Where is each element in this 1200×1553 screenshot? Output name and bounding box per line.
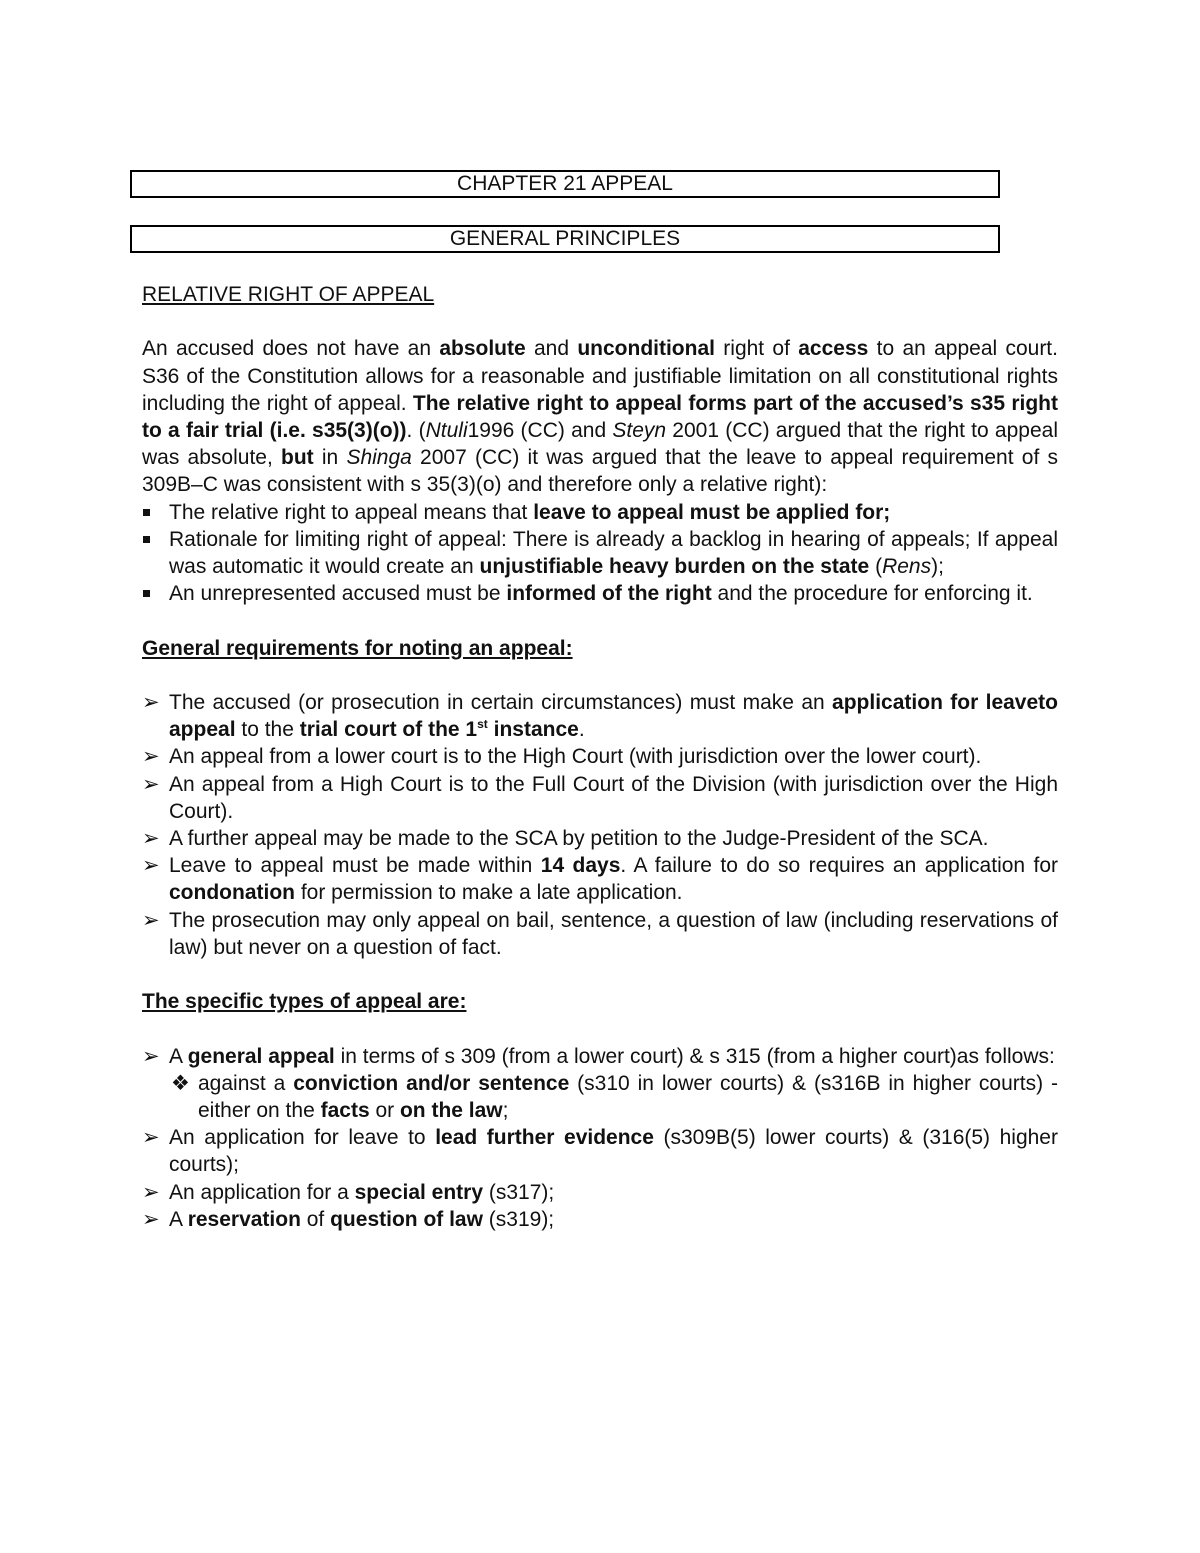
relative-right-paragraph: An accused does not have an absolute and unconditional right of access to an appeal court. S36 of the Constitution allows for a reasonable and justifiable limitation on all constitutional rights including the right of appeal. The relative right to appeal forms part of the accused’s s35 right to a fair trial (i.e. s35(3)(o)). (Ntuli1996 (CC) and Steyn 2001 (CC) argued that the right to appeal was absolute, but in Shinga 2007 (CC) it was argued that the leave to appeal requirement of s 309B–C was consistent with s 35(3)(o) and therefore only a relative right):: [142, 337, 1058, 497]
chapter-title: CHAPTER 21 APPEAL: [457, 172, 673, 195]
list-item: ➢ An application for leave to lead further evidence (s309B(5) lower courts) & (316(5) higher courts);: [142, 1126, 1058, 1177]
list-item: ➢ A general appeal in terms of s 309 (from a lower court) & s 315 (from a higher court)as follows:: [142, 1043, 1058, 1070]
list-item: ➢ The accused (or prosecution in certain circumstances) must make an application for leaveto appeal to the trial court of the 1st instance.: [142, 691, 1058, 742]
arrow-bullet-icon: ➢: [142, 908, 160, 932]
list-item: The relative right to appeal means that leave to appeal must be applied for;: [142, 499, 1058, 526]
square-bullet-icon: [143, 536, 150, 543]
list-item: ➢ Leave to appeal must be made within 14 days. A failure to do so requires an application for condonation for permission to make a late application.: [142, 854, 1059, 905]
section-title-box: [130, 225, 1000, 253]
diamond-bullet-icon: ❖: [171, 1071, 190, 1095]
specific-types-list: [142, 1043, 1058, 1233]
relative-right-heading: RELATIVE RIGHT OF APPEAL: [142, 283, 435, 306]
arrow-bullet-icon: ➢: [142, 1044, 160, 1068]
list-item: ➢ A further appeal may be made to the SCA by petition to the Judge-President of the SCA.: [142, 825, 1058, 852]
list-item: Rationale for limiting right of appeal: There is already a backlog in hearing of appeals; If appeal was automatic it would create an unjustifiable heavy burden on the state (Rens);: [142, 526, 1058, 580]
arrow-bullet-icon: ➢: [142, 745, 160, 769]
list-item: ➢ An appeal from a lower court is to the High Court (with jurisdiction over the lower court).: [142, 743, 1058, 770]
list-item: An unrepresented accused must be informed of the right and the procedure for enforcing it.: [142, 580, 1058, 607]
arrow-bullet-icon: ➢: [142, 854, 160, 878]
specific-types-heading: The specific types of appeal are:: [142, 990, 467, 1014]
square-bullet-icon: [143, 509, 150, 516]
list-item: ➢ An appeal from a High Court is to the Full Court of the Division (with jurisdiction over the High Court).: [142, 772, 1058, 823]
document-body: [142, 281, 1058, 1233]
arrow-bullet-icon: ➢: [142, 772, 160, 796]
arrow-bullet-icon: ➢: [142, 827, 160, 851]
square-bullet-icon: [143, 590, 150, 597]
chapter-title-box: [130, 170, 1000, 198]
list-item: ➢ A reservation of question of law (s319);: [142, 1206, 1058, 1233]
list-item: ➢ The prosecution may only appeal on bail, sentence, a question of law (including reservations of law) but never on a question of fact.: [142, 908, 1058, 959]
arrow-bullet-icon: ➢: [142, 1207, 160, 1231]
section-title: GENERAL PRINCIPLES: [449, 227, 681, 250]
arrow-bullet-icon: ➢: [142, 1126, 160, 1150]
arrow-bullet-icon: ➢: [142, 691, 160, 714]
list-item: ❖ against a conviction and/or sentence (s310 in lower courts) & (s316B in higher courts) - either on the facts or on the law;: [171, 1071, 1058, 1123]
relative-right-bullets: [142, 499, 1058, 608]
list-item: ➢ An application for a special entry (s317);: [142, 1179, 1058, 1206]
general-requirements-heading: General requirements for noting an appeal:: [142, 636, 573, 660]
arrow-bullet-icon: ➢: [142, 1180, 160, 1204]
general-requirements-list: [142, 689, 1058, 961]
